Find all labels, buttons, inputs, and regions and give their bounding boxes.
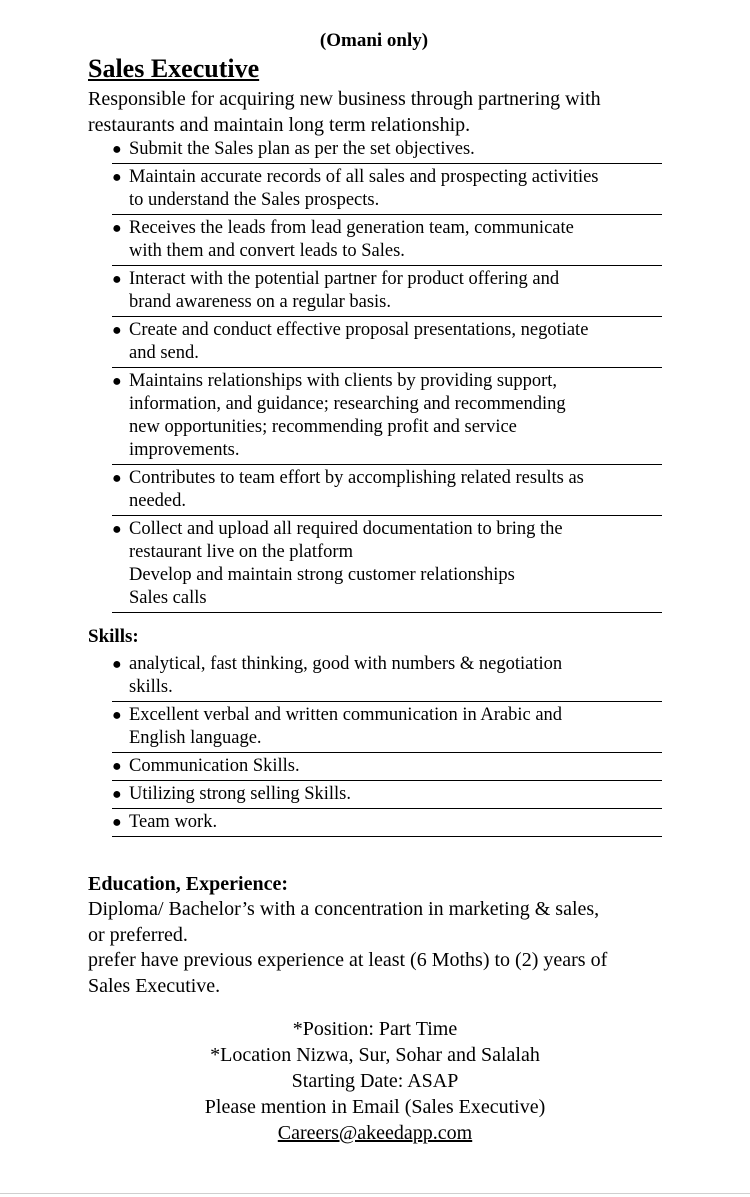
duty-item-line: Create and conduct effective proposal presentations, negotiate (129, 320, 589, 340)
job-intro: Responsible for acquiring new business through partnering with restaurants and maintain long term relationship. (88, 88, 601, 136)
duty-item (112, 467, 662, 516)
skill-item-line: Utilizing strong selling Skills. (129, 784, 352, 804)
bullet-icon: ● (112, 220, 122, 237)
duty-item-line: Submit the Sales plan as per the set objectives. (129, 139, 475, 159)
duty-item (112, 217, 662, 266)
duty-item-line: Develop and maintain strong customer relationships (129, 565, 515, 585)
skills-heading: Skills: (88, 626, 139, 647)
bullet-icon: ● (112, 707, 122, 724)
duty-item-line: Collect and upload all required documentation to bring the (129, 519, 563, 539)
bullet-icon: ● (112, 786, 122, 803)
duty-item-line: new opportunities; recommending profit and service (129, 417, 517, 437)
bullet-icon: ● (112, 814, 122, 831)
skill-item-line: Team work. (129, 812, 218, 832)
education-line: or preferred. (88, 923, 188, 946)
skill-item-line: Communication Skills. (129, 756, 300, 776)
duty-item-line: improvements. (129, 440, 240, 460)
skill-item-text (129, 811, 662, 834)
duty-item-line: Interact with the potential partner for product offering and (129, 269, 560, 289)
duty-item-line: Contributes to team effort by accomplishing related results as (129, 468, 584, 488)
duties-list (88, 138, 664, 613)
duty-item-text (129, 370, 662, 462)
duty-item (112, 268, 662, 317)
duty-item (112, 319, 662, 368)
skill-item-line: analytical, fast thinking, good with numbers & negotiation (129, 654, 563, 674)
eligibility-notice: (Omani only) (319, 30, 429, 51)
skill-item-text (129, 653, 662, 699)
bullet-icon: ● (112, 141, 122, 158)
duty-item-line: and send. (129, 343, 199, 363)
duty-item-text (129, 166, 662, 212)
skill-item-line: English language. (129, 728, 262, 748)
skill-item-line: skills. (129, 677, 173, 697)
bullet-icon: ● (112, 169, 122, 186)
skill-item-text (129, 755, 662, 778)
experience-line: prefer have previous experience at least (6 Moths) to (2) years of (88, 949, 608, 971)
duty-item (112, 370, 662, 465)
duty-item-line: restaurant live on the platform (129, 542, 353, 562)
duty-item-text (129, 268, 662, 314)
duty-item-line: needed. (129, 491, 187, 511)
skill-item (112, 783, 662, 809)
bullet-icon: ● (112, 373, 122, 390)
email-instruction: Please mention in Email (Sales Executive) (204, 1096, 546, 1118)
duty-item-text (129, 319, 662, 365)
duty-item-line: Receives the leads from lead generation team, communicate (129, 218, 574, 238)
bullet-icon: ● (112, 521, 122, 538)
bullet-icon: ● (112, 470, 122, 487)
education-heading: Education, Experience: (88, 873, 288, 895)
bullet-icon: ● (112, 271, 122, 288)
contact-email-link[interactable]: Careers@akeedapp.com (277, 1122, 473, 1144)
skill-item-line: Excellent verbal and written communication in Arabic and (129, 705, 563, 725)
bullet-icon: ● (112, 322, 122, 339)
duty-item-line: Maintain accurate records of all sales and prospecting activities (129, 167, 599, 187)
duty-item (112, 518, 662, 613)
skills-list (88, 653, 664, 837)
duty-item-line: to understand the Sales prospects. (129, 190, 380, 210)
job-title: Sales Executive (88, 54, 260, 83)
duty-item-line: with them and convert leads to Sales. (129, 241, 405, 261)
page-bottom-divider (0, 1193, 750, 1194)
skill-item (112, 811, 662, 837)
duty-item-line: Maintains relationships with clients by providing support, (129, 371, 558, 391)
duty-item-text (129, 138, 662, 161)
duty-item-text (129, 467, 662, 513)
job-posting (88, 28, 664, 999)
duty-item-line: information, and guidance; researching and recommending (129, 394, 566, 414)
duty-item-text (129, 518, 662, 610)
duty-item-line: Sales calls (129, 588, 207, 608)
job-footer (0, 1016, 750, 1146)
experience-line: Sales Executive. (88, 974, 221, 997)
education-line: Diploma/ Bachelor’s with a concentration in marketing & sales, (88, 898, 600, 920)
skill-item (112, 755, 662, 781)
duty-item-text (129, 217, 662, 263)
duty-item (112, 166, 662, 215)
skill-item-text (129, 783, 662, 806)
skill-item-text (129, 704, 662, 750)
position-type: *Position: Part Time (292, 1018, 458, 1040)
duty-item (112, 138, 662, 164)
education-text (88, 897, 664, 999)
bullet-icon: ● (112, 758, 122, 775)
skill-item (112, 704, 662, 753)
skill-item (112, 653, 662, 702)
start-date: Starting Date: ASAP (291, 1070, 459, 1092)
duty-item-line: brand awareness on a regular basis. (129, 292, 391, 312)
job-location: *Location Nizwa, Sur, Sohar and Salalah (210, 1044, 540, 1066)
bullet-icon: ● (112, 656, 122, 673)
